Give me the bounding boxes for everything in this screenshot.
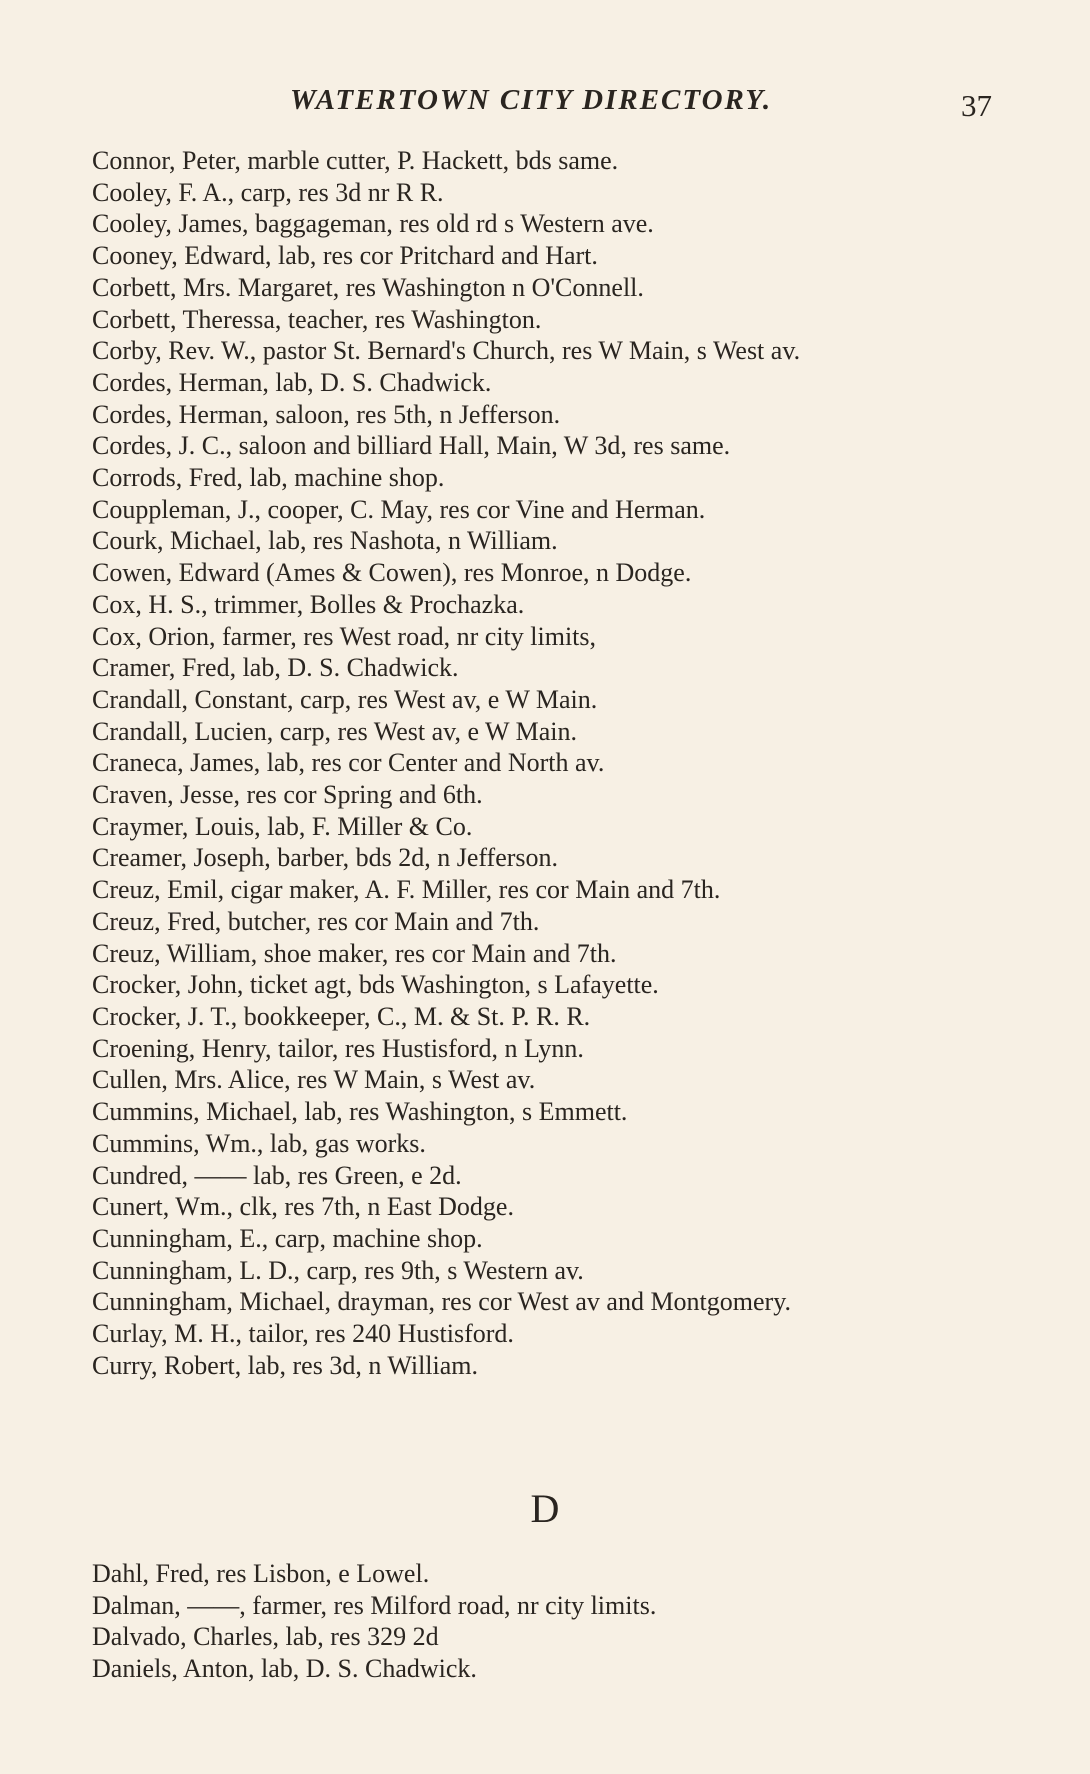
directory-entry: Cunningham, E., carp, machine shop.	[92, 1223, 483, 1253]
directory-entry: Cooley, James, baggageman, res old rd s Western ave.	[92, 209, 654, 239]
directory-entry: Cunningham, Michael, drayman, res cor West av and Montgomery.	[92, 1287, 792, 1317]
directory-entry: Crandall, Lucien, carp, res West av, e W Main.	[92, 716, 578, 746]
directory-entry: Cunningham, L. D., carp, res 9th, s Western av.	[92, 1255, 584, 1285]
page-number: 37	[961, 88, 992, 123]
directory-entry: Creuz, William, shoe maker, res cor Main and 7th.	[92, 938, 617, 968]
directory-entry: Crocker, J. T., bookkeeper, C., M. & St. P. R. R.	[92, 1001, 591, 1031]
directory-entry: Dahl, Fred, res Lisbon, e Lowel.	[92, 1559, 430, 1588]
directory-entry: Couppleman, J., cooper, C. May, res cor Vine and Herman.	[92, 494, 706, 524]
directory-entry: Corbett, Mrs. Margaret, res Washington n O'Connell.	[92, 272, 644, 302]
directory-entry: Creamer, Joseph, barber, bds 2d, n Jefferson.	[92, 843, 559, 873]
directory-entry: Crocker, John, ticket agt, bds Washington, s Lafayette.	[92, 970, 659, 1000]
directory-entry: Croening, Henry, tailor, res Hustisford, n Lynn.	[92, 1033, 584, 1063]
directory-entry: Cooney, Edward, lab, res cor Pritchard and Hart.	[92, 241, 598, 271]
directory-entry: Cramer, Fred, lab, D. S. Chadwick.	[92, 653, 459, 683]
directory-entry: Cundred, —— lab, res Green, e 2d.	[92, 1160, 462, 1190]
directory-entry: Corbett, Theressa, teacher, res Washington.	[92, 304, 542, 334]
directory-entry: Cunert, Wm., clk, res 7th, n East Dodge.	[92, 1192, 514, 1222]
directory-entry: Craneca, James, lab, res cor Center and North av.	[92, 748, 605, 778]
directory-entry: Dalvado, Charles, lab, res 329 2d	[92, 1622, 439, 1652]
directory-entry: Cox, Orion, farmer, res West road, nr city limits,	[92, 621, 597, 651]
directory-entry: Creuz, Emil, cigar maker, A. F. Miller, res cor Main and 7th.	[92, 875, 721, 905]
directory-entry: Daniels, Anton, lab, D. S. Chadwick.	[92, 1654, 477, 1684]
directory-entry: Cummins, Wm., lab, gas works.	[92, 1128, 426, 1158]
directory-entry: Dalman, ——, farmer, res Milford road, nr city limits.	[92, 1590, 657, 1620]
directory-entry: Cowen, Edward (Ames & Cowen), res Monroe, n Dodge.	[92, 558, 692, 588]
directory-entry: Connor, Peter, marble cutter, P. Hackett, bds same.	[92, 146, 619, 175]
page-header	[92, 84, 992, 124]
directory-entry: Craven, Jesse, res cor Spring and 6th.	[92, 780, 483, 810]
directory-entry: Cordes, J. C., saloon and billiard Hall, Main, W 3d, res same.	[92, 431, 731, 461]
directory-entry: Cox, H. S., trimmer, Bolles & Prochazka.	[92, 589, 525, 619]
directory-entry: Corrods, Fred, lab, machine shop.	[92, 463, 445, 493]
c-entries-list	[92, 145, 992, 1381]
directory-entry: Cullen, Mrs. Alice, res W Main, s West av.	[92, 1065, 536, 1095]
directory-entry: Cordes, Herman, lab, D. S. Chadwick.	[92, 367, 492, 397]
directory-entry: Crandall, Constant, carp, res West av, e W Main.	[92, 684, 598, 714]
directory-entry: Creuz, Fred, butcher, res cor Main and 7th.	[92, 906, 540, 936]
directory-entry: Curry, Robert, lab, res 3d, n William.	[92, 1350, 479, 1380]
section-letter-d: D	[530, 1486, 560, 1531]
directory-entry: Craymer, Louis, lab, F. Miller & Co.	[92, 811, 473, 841]
directory-entry: Curlay, M. H., tailor, res 240 Hustisford.	[92, 1319, 514, 1349]
directory-entry: Courk, Michael, lab, res Nashota, n William.	[92, 526, 558, 556]
d-entries-list	[92, 1558, 992, 1685]
directory-entry: Corby, Rev. W., pastor St. Bernard's Church, res W Main, s West av.	[92, 336, 801, 366]
running-head: WATERTOWN CITY DIRECTORY.	[290, 84, 773, 116]
directory-entry: Cummins, Michael, lab, res Washington, s Emmett.	[92, 1097, 628, 1127]
directory-entry: Cooley, F. A., carp, res 3d nr R R.	[92, 177, 444, 207]
directory-entry: Cordes, Herman, saloon, res 5th, n Jefferson.	[92, 399, 561, 429]
